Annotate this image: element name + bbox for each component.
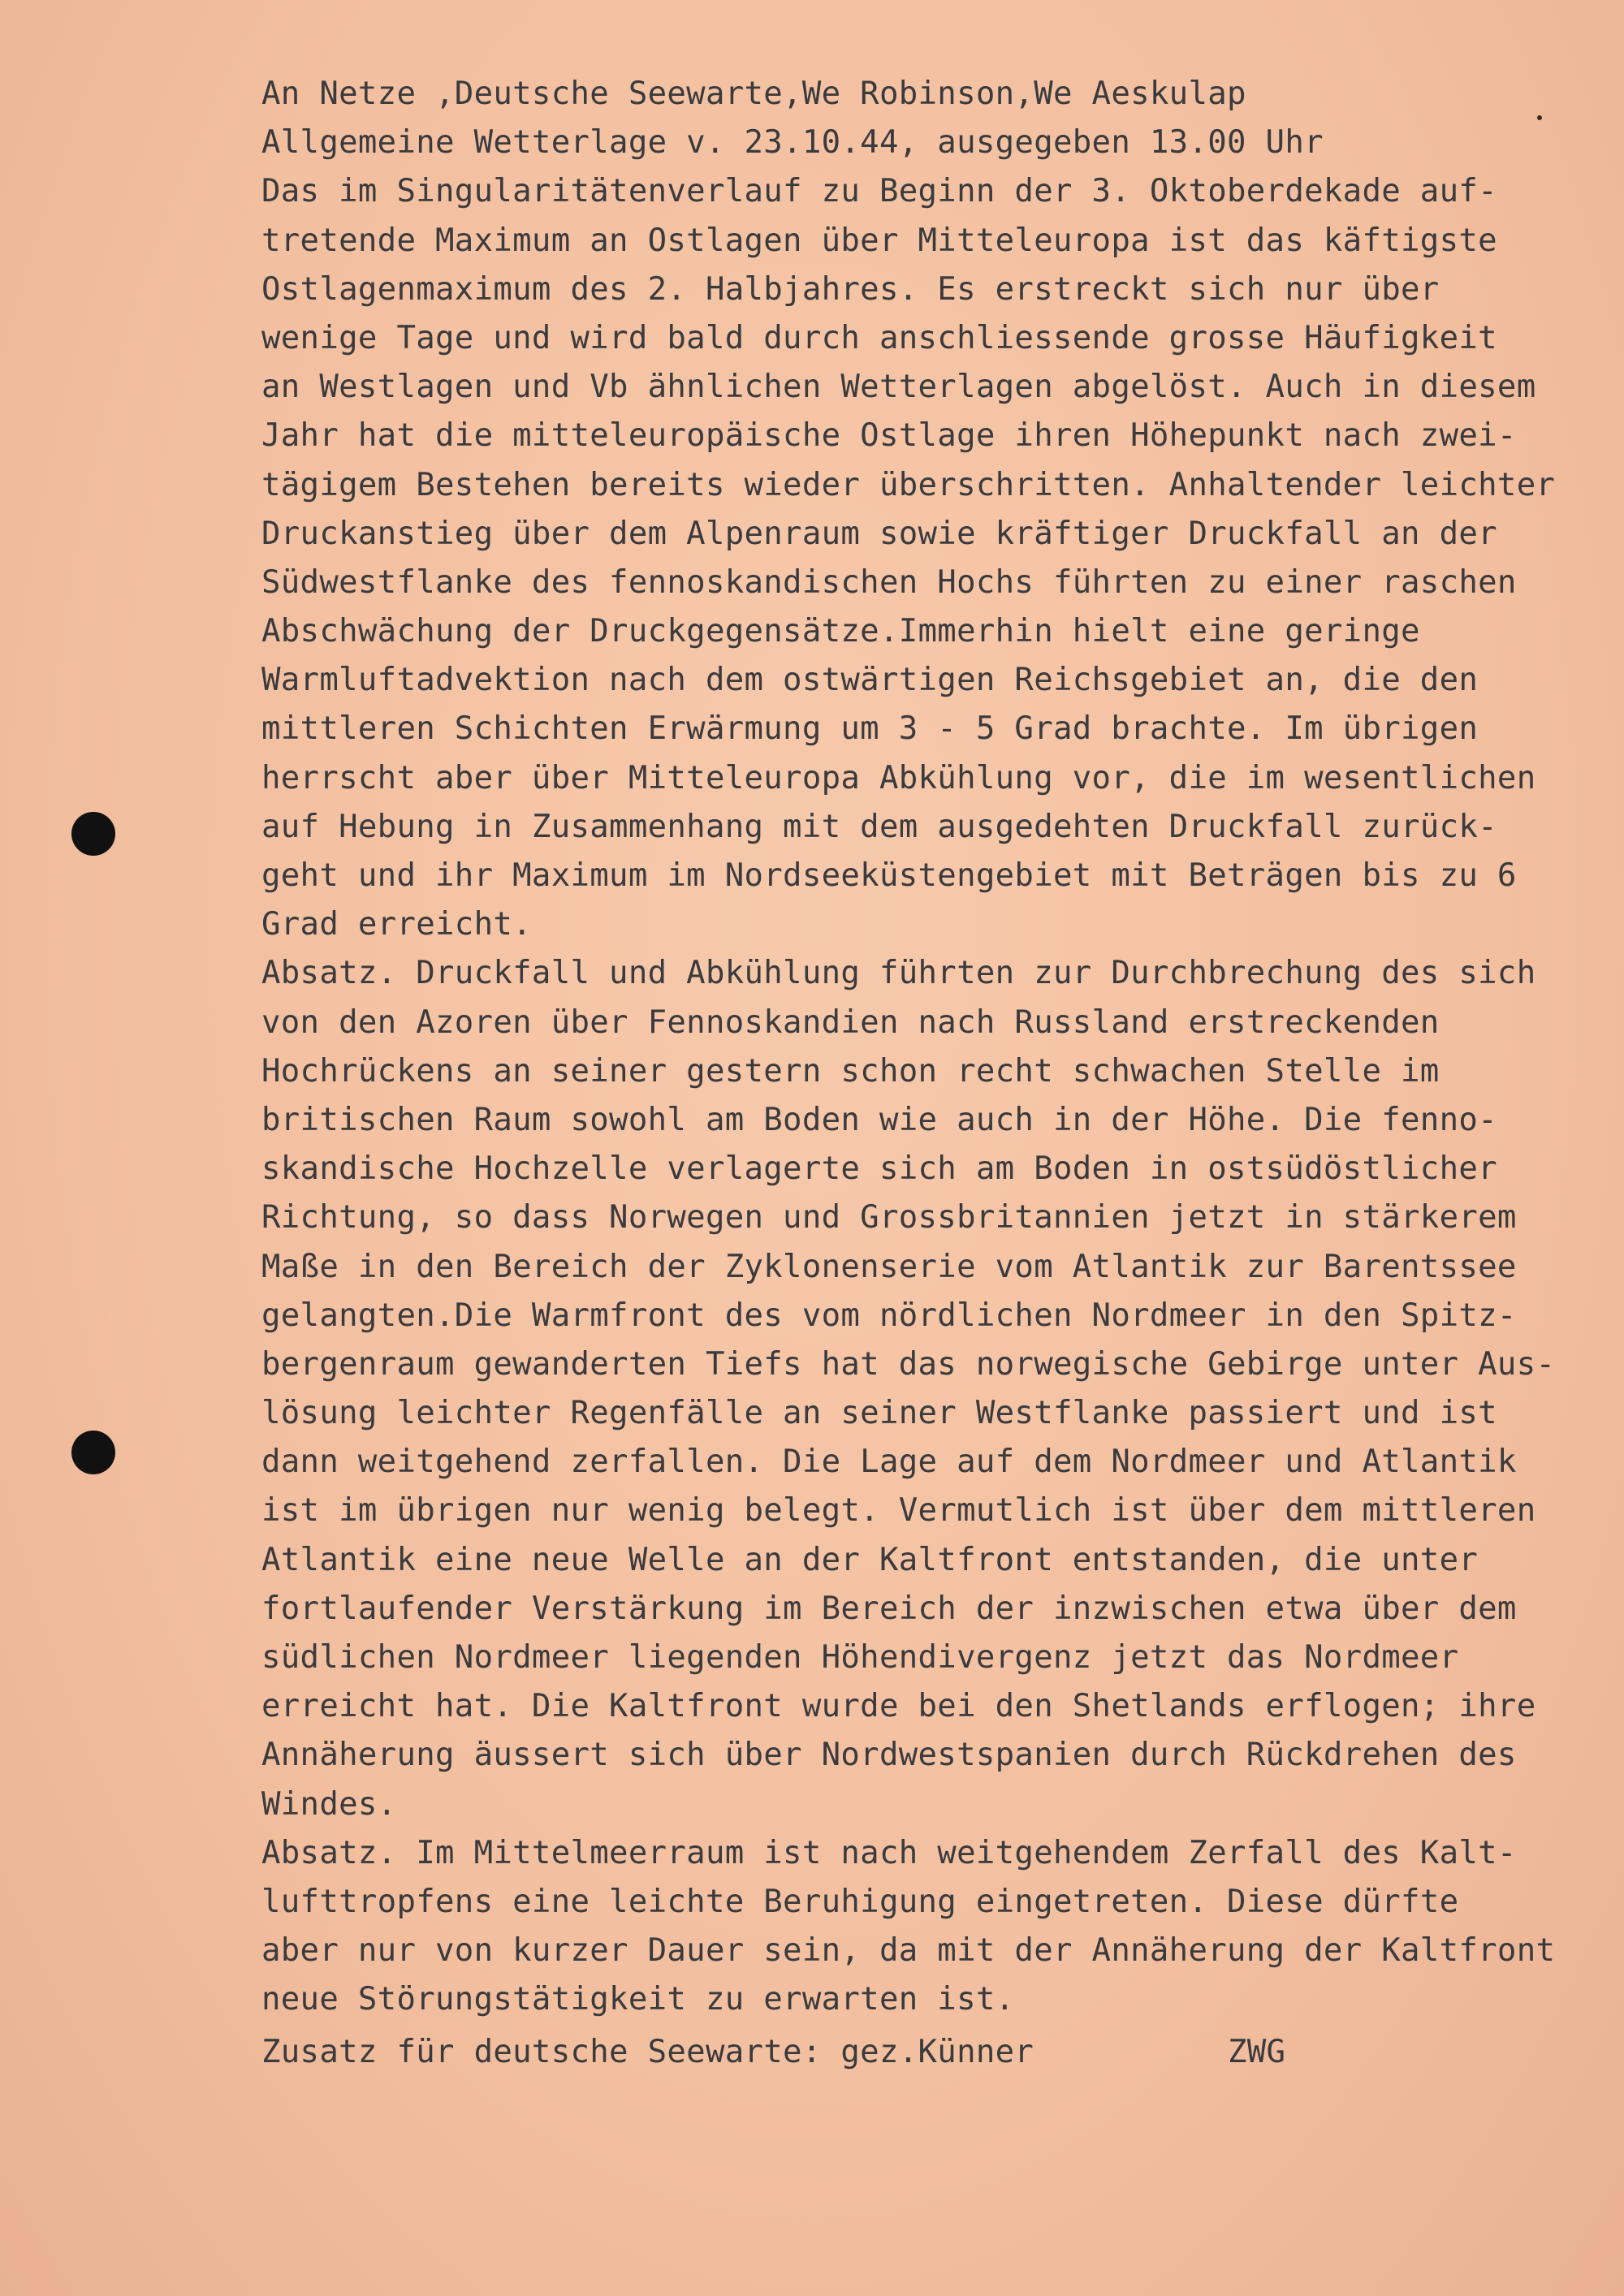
text-line: Ostlagenmaximum des 2. Halbjahres. Es erstreckt sich nur über <box>261 270 1440 308</box>
text-line: Hochrückens an seiner gestern schon recht schwachen Stelle im <box>261 1052 1440 1090</box>
text-line: Das im Singularitätenverlauf zu Beginn der 3. Oktoberdekade auf- <box>261 173 1497 210</box>
punch-hole-bottom <box>71 1431 115 1474</box>
text-line: Absatz. Im Mittelmeerraum ist nach weitgehendem Zerfall des Kalt- <box>261 1834 1517 1871</box>
text-line: britischen Raum sowohl am Boden wie auch in der Höhe. Die fenno- <box>261 1101 1497 1138</box>
text-line: skandische Hochzelle verlagerte sich am Boden in ostsüdöstlicher <box>261 1150 1497 1188</box>
text-line: Atlantik eine neue Welle an der Kaltfront entstanden, die unter <box>261 1541 1479 1578</box>
text-line: Südwestflanke des fennoskandischen Hochs führten zu einer raschen <box>261 563 1517 601</box>
text-line: Jahr hat die mitteleuropäische Ostlage ihren Höhepunkt nach zwei- <box>261 417 1517 455</box>
text-line: ist im übrigen nur wenig belegt. Vermutlich ist über dem mittleren <box>261 1492 1536 1530</box>
text-line: fortlaufender Verstärkung im Bereich der inzwischen etwa über dem <box>261 1590 1517 1627</box>
signature-row <box>261 2028 1609 2077</box>
text-line: geht und ihr Maximum im Nordseeküstengebiet mit Beträgen bis zu 6 <box>261 857 1517 894</box>
text-line: Absatz. Druckfall und Abkühlung führten zur Durchbrechung des sich <box>261 955 1536 992</box>
text-line: dann weitgehend zerfallen. Die Lage auf dem Nordmeer und Atlantik <box>261 1444 1517 1481</box>
text-line: mittleren Schichten Erwärmung um 3 - 5 Grad brachte. Im übrigen <box>261 710 1479 748</box>
text-line: tägigem Bestehen bereits wieder überschritten. Anhaltender leichter <box>261 466 1556 503</box>
address-line: An Netze ,Deutsche Seewarte,We Robinson,We Aeskulap <box>261 76 1246 112</box>
text-line: Druckanstieg über dem Alpenraum sowie kräftiger Druckfall an der <box>261 515 1497 552</box>
text-line: südlichen Nordmeer liegenden Höhendivergenz jetzt das Nordmeer <box>261 1639 1459 1676</box>
text-line: Abschwächung der Druckgegensätze.Immerhin hielt eine geringe <box>261 613 1420 650</box>
text-line: tretende Maximum an Ostlagen über Mitteleuropa ist das käftigste <box>261 222 1497 259</box>
text-line: herrscht aber über Mitteleuropa Abkühlung vor, die im wesentlichen <box>261 759 1536 796</box>
text-line: Richtung, so dass Norwegen und Grossbritannien jetzt in stärkerem <box>261 1199 1517 1236</box>
text-line: wenige Tage und wird bald durch anschliessende grosse Häufigkeit <box>261 319 1497 356</box>
text-line: bergenraum gewanderten Tiefs hat das norwegische Gebirge unter Aus- <box>261 1345 1556 1383</box>
text-line: gelangten.Die Warmfront des vom nördlichen Nordmeer in den Spitz- <box>261 1297 1517 1334</box>
typed-text-block <box>261 70 1609 2077</box>
text-line: neue Störungstätigkeit zu erwarten ist. <box>261 1981 1015 2018</box>
text-line: lösung leichter Regenfälle an seiner Westflanke passiert und ist <box>261 1395 1497 1432</box>
text-line: erreicht hat. Die Kaltfront wurde bei den Shetlands erflogen; ihre <box>261 1688 1536 1725</box>
text-line: aber nur von kurzer Dauer sein, da mit der Annäherung der Kaltfront <box>261 1932 1556 1970</box>
text-line: von den Azoren über Fennoskandien nach Russland erstreckenden <box>261 1003 1440 1041</box>
text-line: Warmluftadvektion nach dem ostwärtigen Reichsgebiet an, die den <box>261 662 1479 699</box>
signature-code: ZWG <box>1228 2033 1286 2070</box>
text-line: auf Hebung in Zusammenhang mit dem ausgedehten Druckfall zurück- <box>261 808 1497 845</box>
text-line: lufttropfens eine leichte Beruhigung eingetreten. Diese dürfte <box>261 1883 1459 1920</box>
heading-line: Allgemeine Wetterlage v. 23.10.44, ausgegeben 13.00 Uhr <box>261 124 1324 162</box>
signature-line: Zusatz für deutsche Seewarte: gez.Künner <box>261 2033 1034 2070</box>
text-line: Maße in den Bereich der Zyklonenserie vom Atlantik zur Barentssee <box>261 1248 1517 1285</box>
punch-hole-top <box>71 812 115 856</box>
text-line: Annäherung äussert sich über Nordwestspanien durch Rückdrehen des <box>261 1737 1517 1774</box>
text-line: an Westlagen und Vb ähnlichen Wetterlagen abgelöst. Auch in diesem <box>261 369 1536 406</box>
text-line: Grad erreicht. <box>261 906 532 943</box>
text-line: Windes. <box>261 1785 397 1823</box>
